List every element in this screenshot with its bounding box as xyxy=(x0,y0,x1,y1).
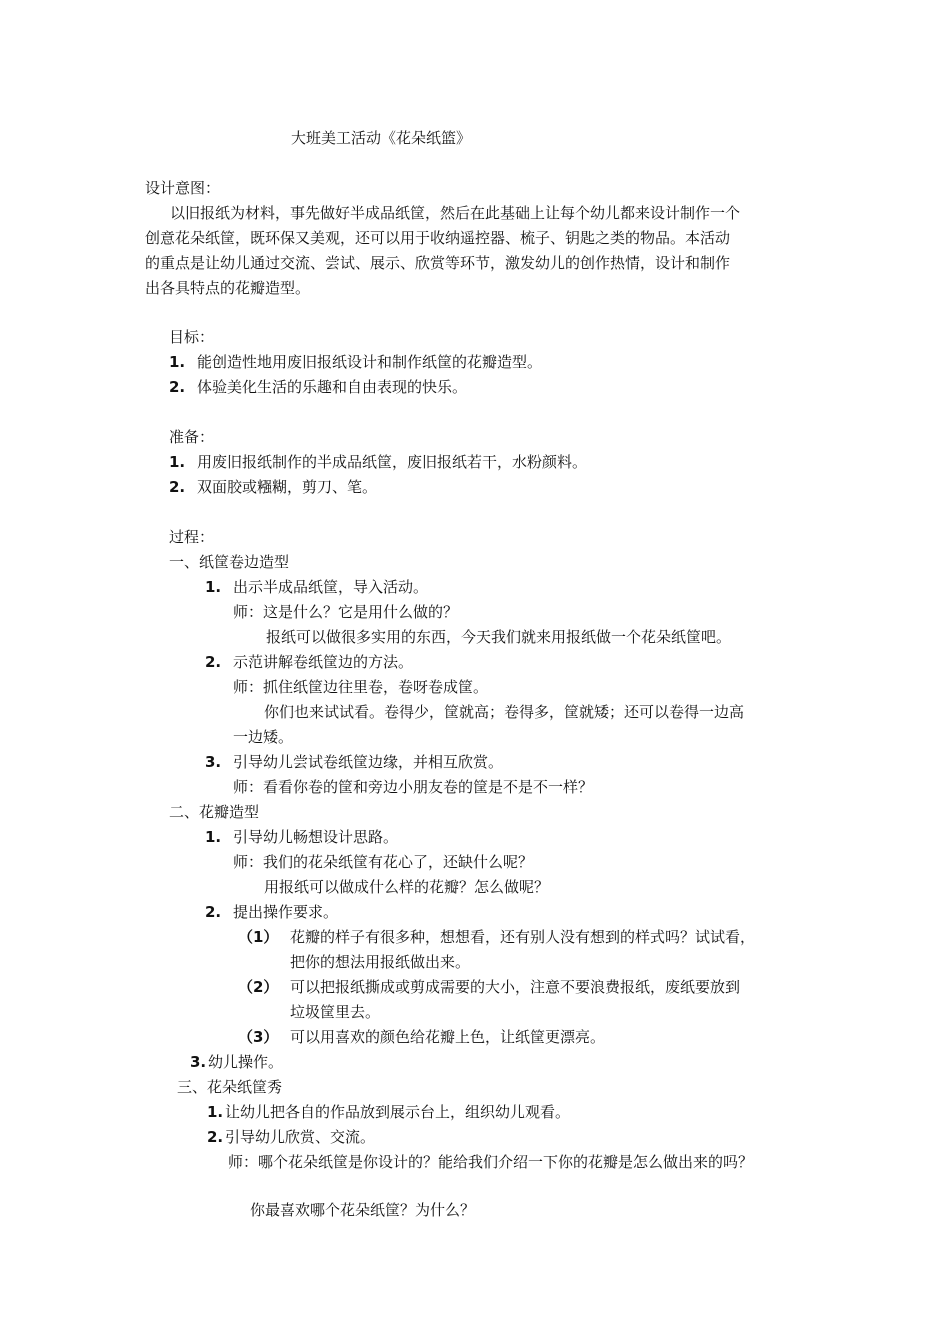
preparation-text: 用废旧报纸制作的半成品纸筐，废旧报纸若干，水粉颜料。 xyxy=(197,453,588,471)
step-number: 2. xyxy=(205,653,222,671)
section-three-heading: 三、花朵纸筐秀 xyxy=(177,1078,283,1096)
design-intent-line: 的重点是让幼儿通过交流、尝试、展示、欣赏等环节，激发幼儿的创作热情，设计和制作 xyxy=(145,254,731,272)
step-text: 引导幼儿尝试卷纸筐边缘，并相互欣赏。 xyxy=(233,753,504,771)
teacher-line: 报纸可以做很多实用的东西，今天我们就来用报纸做一个花朵纸筐吧。 xyxy=(266,628,732,646)
step-text: 提出操作要求。 xyxy=(233,903,339,921)
teacher-line: 你们也来试试看。卷得少，筐就高；卷得多，筐就矮；还可以卷得一边高 xyxy=(264,703,745,721)
process-heading: 过程： xyxy=(169,528,215,546)
requirement-number: （1） xyxy=(238,928,279,946)
teacher-line: 师：抓住纸筐边往里卷，卷呀卷成筐。 xyxy=(233,678,489,696)
preparation-heading: 准备： xyxy=(169,428,215,446)
requirement-number: （2） xyxy=(238,978,279,996)
design-intent-line: 创意花朵纸筐，既环保又美观，还可以用于收纳遥控器、梳子、钥匙之类的物品。本活动 xyxy=(145,229,731,247)
goal-number: 1. xyxy=(169,353,186,371)
section-one-heading: 一、纸筐卷边造型 xyxy=(169,553,290,571)
step-number: 3. xyxy=(190,1053,207,1071)
goal-text: 能创造性地用废旧报纸设计和制作纸筐的花瓣造型。 xyxy=(197,353,543,371)
teacher-line: 你最喜欢哪个花朵纸筐？为什么？ xyxy=(250,1201,476,1219)
requirement-number: （3） xyxy=(238,1028,279,1046)
step-text: 示范讲解卷纸筐边的方法。 xyxy=(233,653,414,671)
design-intent-heading: 设计意图： xyxy=(145,179,221,197)
section-two-heading: 二、花瓣造型 xyxy=(169,803,260,821)
step-number: 2. xyxy=(207,1128,224,1146)
step-text: 幼儿操作。 xyxy=(208,1053,284,1071)
step-number: 1. xyxy=(205,828,222,846)
step-text: 引导幼儿畅想设计思路。 xyxy=(233,828,399,846)
preparation-text: 双面胶或糨糊，剪刀、笔。 xyxy=(197,478,378,496)
step-text: 引导幼儿欣赏、交流。 xyxy=(225,1128,376,1146)
preparation-number: 2. xyxy=(169,478,186,496)
requirement-text: 垃圾筐里去。 xyxy=(290,1003,381,1021)
goal-text: 体验美化生活的乐趣和自由表现的快乐。 xyxy=(197,378,468,396)
teacher-line: 师：看看你卷的筐和旁边小朋友卷的筐是不是不一样？ xyxy=(233,778,594,796)
step-number: 2. xyxy=(205,903,222,921)
step-text: 出示半成品纸筐，导入活动。 xyxy=(233,578,429,596)
teacher-line: 用报纸可以做成什么样的花瓣？怎么做呢？ xyxy=(264,878,550,896)
requirement-text: 花瓣的样子有很多种，想想看，还有别人没有想到的样式吗？试试看， xyxy=(290,928,756,946)
requirement-text: 把你的想法用报纸做出来。 xyxy=(290,953,471,971)
preparation-number: 1. xyxy=(169,453,186,471)
requirement-text: 可以把报纸撕成或剪成需要的大小，注意不要浪费报纸，废纸要放到 xyxy=(290,978,741,996)
design-intent-line: 出各具特点的花瓣造型。 xyxy=(145,279,311,297)
step-text: 让幼儿把各自的作品放到展示台上，组织幼儿观看。 xyxy=(225,1103,571,1121)
page-title: 大班美工活动《花朵纸篮》 xyxy=(291,129,472,147)
teacher-line: 师：我们的花朵纸筐有花心了，还缺什么呢？ xyxy=(233,853,534,871)
step-number: 1. xyxy=(207,1103,224,1121)
requirement-text: 可以用喜欢的颜色给花瓣上色，让纸筐更漂亮。 xyxy=(290,1028,606,1046)
step-number: 1. xyxy=(205,578,222,596)
design-intent-line: 以旧报纸为材料，事先做好半成品纸筐，然后在此基础上让每个幼儿都来设计制作一个 xyxy=(170,204,741,222)
teacher-line: 一边矮。 xyxy=(233,728,294,746)
teacher-line: 师：哪个花朵纸筐是你设计的？能给我们介绍一下你的花瓣是怎么做出来的吗？ xyxy=(228,1153,754,1171)
teacher-line: 师：这是什么？它是用什么做的？ xyxy=(233,603,459,621)
step-number: 3. xyxy=(205,753,222,771)
goal-number: 2. xyxy=(169,378,186,396)
goals-heading: 目标： xyxy=(169,328,215,346)
